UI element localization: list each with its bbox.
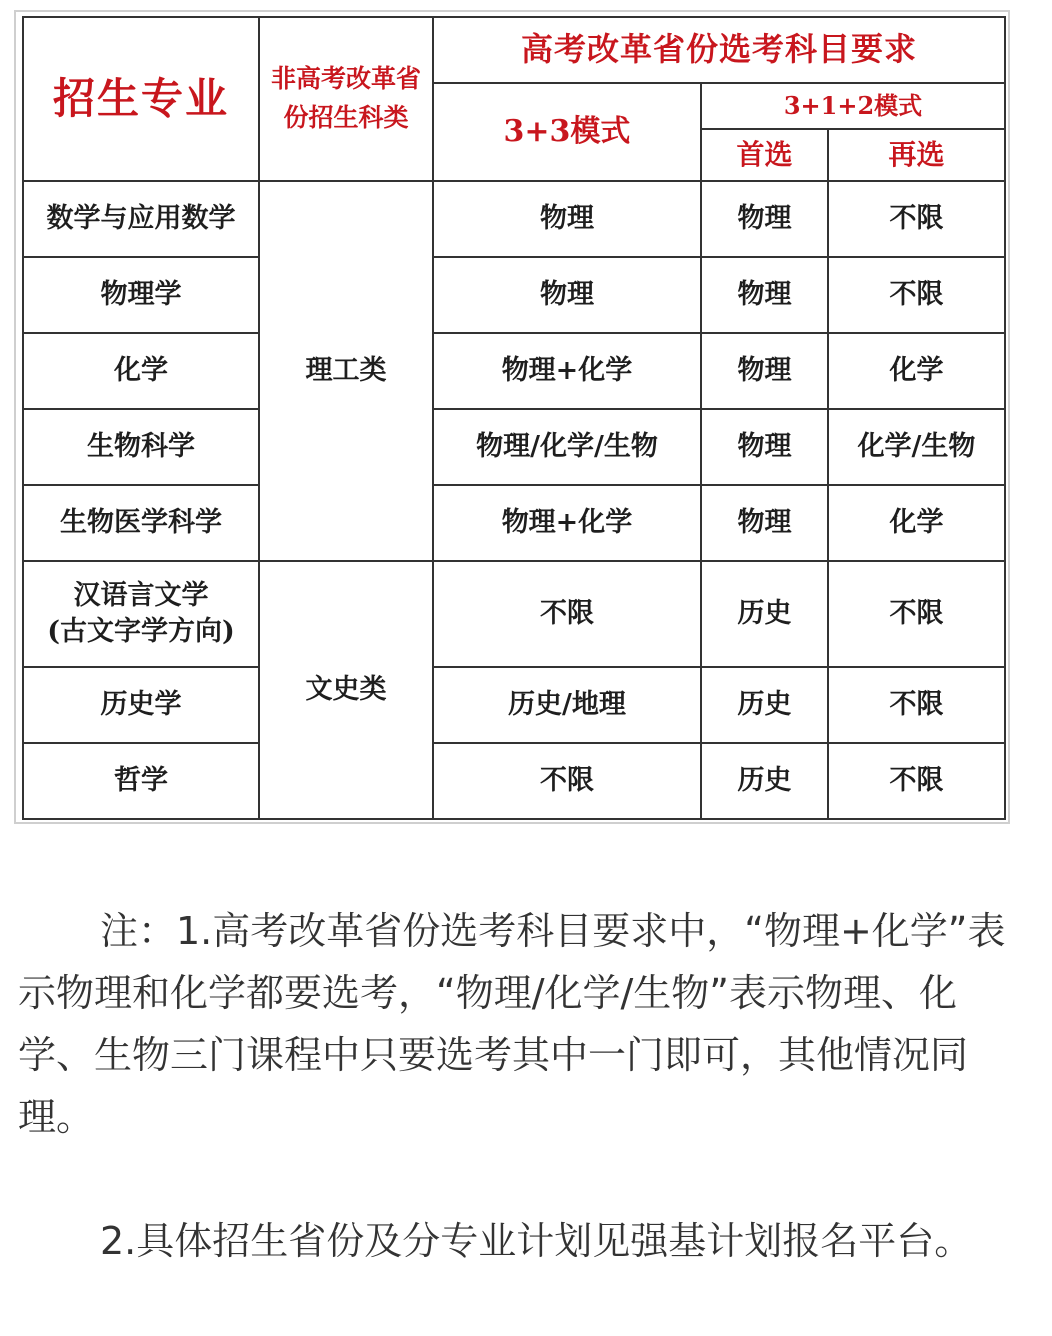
table-row — [23, 667, 1005, 743]
cell-mode-33: 历史/地理 — [433, 667, 701, 743]
header-non-reform — [259, 17, 433, 181]
header-mode-33: 3+3模式 — [433, 83, 701, 181]
cell-second: 化学 — [828, 485, 1005, 561]
cell-major: 历史学 — [23, 667, 259, 743]
cell-major: 生物科学 — [23, 409, 259, 485]
cell-mode-33: 不限 — [433, 561, 701, 667]
cell-major: 数学与应用数学 — [23, 181, 259, 257]
cell-first: 历史 — [701, 561, 828, 667]
cell-second: 化学/生物 — [828, 409, 1005, 485]
cell-mode-33: 不限 — [433, 743, 701, 819]
table-row — [23, 561, 1005, 667]
cell-major-line2: (古文字学方向) — [47, 616, 235, 647]
header-first-choice: 首选 — [701, 129, 828, 181]
header-mode-312: 3+1+2模式 — [701, 83, 1005, 129]
cell-category-arts: 文史类 — [259, 561, 433, 819]
subject-requirements-table — [22, 16, 1006, 820]
note-2: 2.具体招生省份及分专业计划见强基计划报名平台。 — [100, 1219, 973, 1263]
header-reform: 高考改革省份选考科目要求 — [433, 17, 1005, 83]
cell-major: 物理学 — [23, 257, 259, 333]
cell-mode-33: 物理 — [433, 181, 701, 257]
cell-first: 历史 — [701, 743, 828, 819]
header-second-choice: 再选 — [828, 129, 1005, 181]
notes-section — [18, 900, 1018, 1272]
cell-second: 不限 — [828, 743, 1005, 819]
cell-mode-33: 物理+化学 — [433, 333, 701, 409]
cell-second: 不限 — [828, 181, 1005, 257]
cell-major-line1: 汉语言文学 — [73, 579, 209, 611]
cell-first: 物理 — [701, 181, 828, 257]
cell-mode-33: 物理/化学/生物 — [433, 409, 701, 485]
cell-major: 化学 — [23, 333, 259, 409]
cell-first: 物理 — [701, 409, 828, 485]
note-1: 注：1.高考改革省份选考科目要求中，“物理+化学”表示物理和化学都要选考，“物理/化学/生物”表示物理、化学、生物三门课程中只要选考其中一门即可，其他情况同理。 — [18, 909, 1006, 1139]
cell-category-science: 理工类 — [259, 181, 433, 561]
cell-second: 不限 — [828, 561, 1005, 667]
table-row — [23, 181, 1005, 257]
cell-first: 物理 — [701, 485, 828, 561]
header-non-reform-text: 非高考改革省份招生科类 — [270, 64, 421, 132]
table-row — [23, 409, 1005, 485]
table-row — [23, 333, 1005, 409]
table-row — [23, 257, 1005, 333]
cell-mode-33: 物理+化学 — [433, 485, 701, 561]
table-row — [23, 743, 1005, 819]
cell-mode-33: 物理 — [433, 257, 701, 333]
header-major: 招生专业 — [23, 17, 259, 181]
cell-major — [23, 561, 259, 667]
cell-second: 化学 — [828, 333, 1005, 409]
cell-major: 哲学 — [23, 743, 259, 819]
cell-first: 历史 — [701, 667, 828, 743]
cell-second: 不限 — [828, 257, 1005, 333]
cell-major: 生物医学科学 — [23, 485, 259, 561]
cell-second: 不限 — [828, 667, 1005, 743]
table-row — [23, 485, 1005, 561]
cell-first: 物理 — [701, 333, 828, 409]
cell-first: 物理 — [701, 257, 828, 333]
